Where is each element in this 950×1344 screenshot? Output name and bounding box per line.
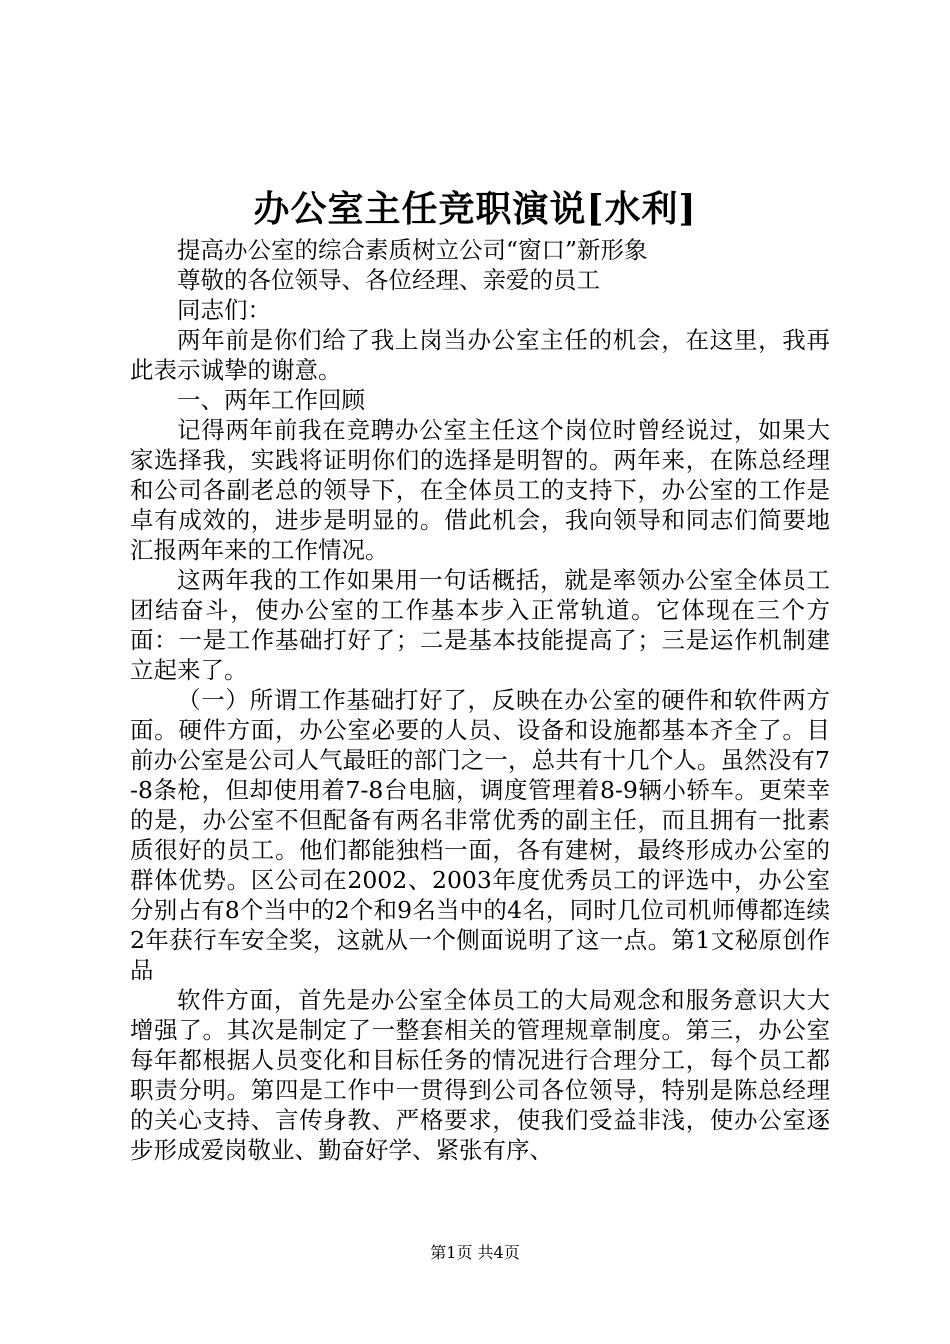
body-paragraph: 这两年我的工作如果用一句话概括，就是率领办公室全体员工团结奋斗，使办公室的工作基本步入正常轨道。它体现在三个方面：一是工作基础打好了；二是基本技能提高了；三是运作机制建立起来了。 — [130, 566, 830, 684]
opening-paragraph: 两年前是你们给了我上岗当办公室主任的机会，在这里，我再此表示诚挚的谢意。 — [130, 326, 830, 384]
subtitle-paragraph: 提高办公室的综合素质树立公司“窗口”新形象 — [177, 236, 648, 264]
salutation-paragraph: 尊敬的各位领导、各位经理、亲爱的员工 — [177, 266, 600, 294]
body-paragraph: 软件方面，首先是办公室全体员工的大局观念和服务意识大大增强了。其次是制定了一整套相关的管理规章制度。第三，办公室每年都根据人员变化和目标任务的情况进行合理分工，每个员工都职责分明。第四是工作中一贯得到公司各位领导，特别是陈总经理的关心支持、言传身教、严格要求，使我们受益非浅，使办公室逐步形成爱岗敬业、勤奋好学、紧张有序、 — [130, 986, 830, 1164]
section-heading: 一、两年工作回顾 — [177, 386, 365, 414]
body-paragraph: （一）所谓工作基础打好了，反映在办公室的硬件和软件两方面。硬件方面，办公室必要的人员、设备和设施都基本齐全了。目前办公室是公司人气最旺的部门之一，总共有十几个人。虽然没有7-8条枪，但却使用着7-8台电脑，调度管理着8-9辆小轿车。更荣幸的是，办公室不但配备有两名非常优秀的副主任，而且拥有一批素质很好的员工。他们都能独档一面，各有建树，最终形成办公室的群体优势。区公司在2002、2003年度优秀员工的评选中，办公室分别占有8个当中的2个和9名当中的4名，同时几位司机师傅都连续2年获行车安全奖，这就从一个侧面说明了这一点。第1文秘原创作品 — [130, 686, 830, 984]
body-paragraph: 记得两年前我在竞聘办公室主任这个岗位时曾经说过，如果大家选择我，实践将证明你们的选择是明智的。两年来，在陈总经理和公司各副老总的领导下，在全体员工的支持下，办公室的工作是卓有成效的，进步是明显的。借此机会，我向领导和同志们简要地汇报两年来的工作情况。 — [130, 416, 830, 564]
document-body — [130, 235, 830, 1165]
page-number-footer: 第1页 共4页 — [430, 1243, 520, 1262]
salutation-continued-paragraph: 同志们： — [177, 296, 271, 324]
document-title: 办公室主任竞职演说[水利] — [253, 188, 697, 230]
